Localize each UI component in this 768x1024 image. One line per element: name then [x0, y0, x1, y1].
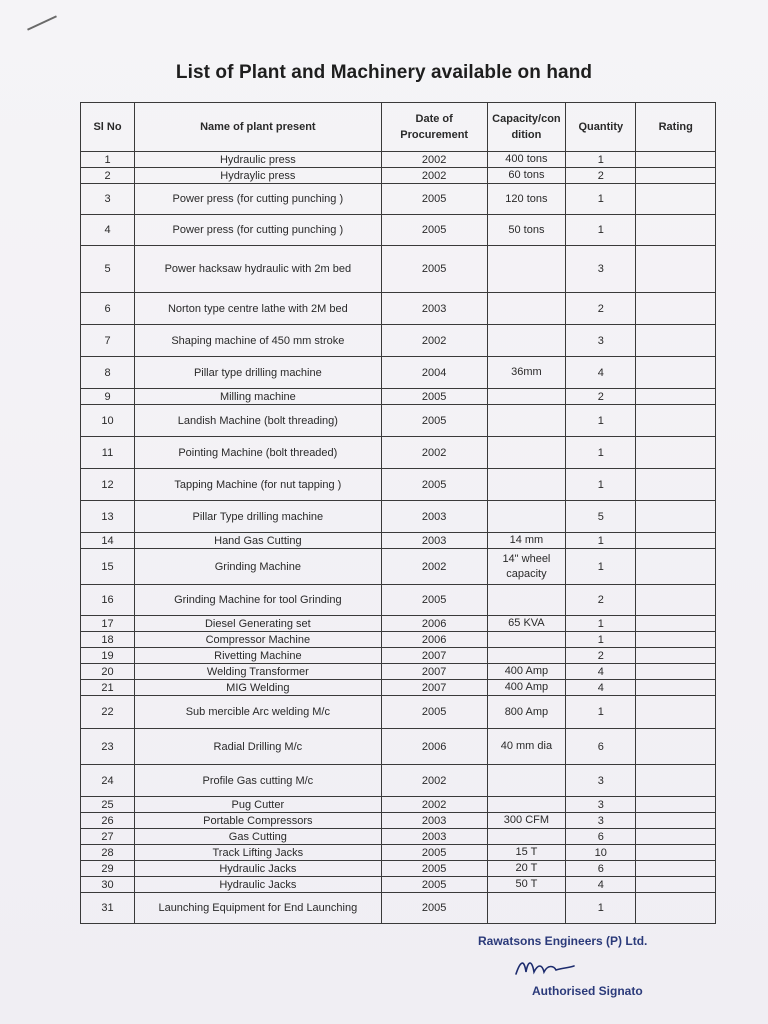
cell-rating [636, 184, 716, 215]
col-header-name: Name of plant present [135, 103, 382, 152]
cell-plant-name: Pillar Type drilling machine [135, 501, 382, 533]
cell-procurement-date: 2003 [381, 293, 487, 325]
table-row [81, 664, 716, 680]
cell-quantity: 2 [566, 648, 636, 664]
cell-quantity: 1 [566, 184, 636, 215]
cell-rating [636, 389, 716, 405]
table-row [81, 325, 716, 357]
authorised-signatory-label: Authorised Signato [532, 984, 643, 998]
cell-procurement-date: 2003 [381, 813, 487, 829]
cell-rating [636, 437, 716, 469]
table-row [81, 501, 716, 533]
cell-quantity: 3 [566, 797, 636, 813]
cell-sl-no: 19 [81, 648, 135, 664]
cell-sl-no: 15 [81, 549, 135, 585]
cell-sl-no: 4 [81, 215, 135, 246]
cell-quantity: 3 [566, 813, 636, 829]
cell-sl-no: 17 [81, 616, 135, 632]
table-row [81, 405, 716, 437]
cell-plant-name: Grinding Machine [135, 549, 382, 585]
cell-capacity: 50 tons [487, 215, 565, 246]
cell-capacity [487, 648, 565, 664]
cell-capacity: 60 tons [487, 168, 565, 184]
cell-sl-no: 23 [81, 729, 135, 765]
cell-plant-name: Sub mercible Arc welding M/c [135, 696, 382, 729]
cell-sl-no: 31 [81, 893, 135, 924]
cell-capacity [487, 797, 565, 813]
cell-quantity: 4 [566, 357, 636, 389]
cell-capacity: 400 tons [487, 152, 565, 168]
cell-procurement-date: 2002 [381, 549, 487, 585]
cell-procurement-date: 2006 [381, 632, 487, 648]
cell-procurement-date: 2005 [381, 389, 487, 405]
cell-plant-name: Hydraulic Jacks [135, 877, 382, 893]
cell-rating [636, 877, 716, 893]
cell-plant-name: Track Lifting Jacks [135, 845, 382, 861]
cell-plant-name: Grinding Machine for tool Grinding [135, 585, 382, 616]
table-row [81, 215, 716, 246]
cell-quantity: 1 [566, 549, 636, 585]
cell-capacity [487, 501, 565, 533]
cell-capacity: 14 mm [487, 533, 565, 549]
cell-plant-name: Launching Equipment for End Launching [135, 893, 382, 924]
machinery-table [80, 102, 716, 924]
cell-quantity: 4 [566, 680, 636, 696]
cell-plant-name: Profile Gas cutting M/c [135, 765, 382, 797]
cell-procurement-date: 2007 [381, 648, 487, 664]
cell-rating [636, 680, 716, 696]
cell-procurement-date: 2005 [381, 184, 487, 215]
cell-rating [636, 501, 716, 533]
cell-quantity: 6 [566, 861, 636, 877]
cell-plant-name: Hydraylic press [135, 168, 382, 184]
cell-quantity: 1 [566, 405, 636, 437]
table-row [81, 389, 716, 405]
cell-capacity [487, 632, 565, 648]
cell-procurement-date: 2007 [381, 664, 487, 680]
cell-capacity: 65 KVA [487, 616, 565, 632]
cell-quantity: 3 [566, 765, 636, 797]
cell-quantity: 1 [566, 632, 636, 648]
cell-quantity: 2 [566, 168, 636, 184]
cell-sl-no: 5 [81, 246, 135, 293]
col-header-quantity: Quantity [566, 103, 636, 152]
cell-sl-no: 25 [81, 797, 135, 813]
cell-plant-name: Diesel Generating set [135, 616, 382, 632]
cell-sl-no: 20 [81, 664, 135, 680]
cell-capacity [487, 293, 565, 325]
cell-capacity [487, 325, 565, 357]
cell-rating [636, 215, 716, 246]
cell-procurement-date: 2005 [381, 861, 487, 877]
cell-plant-name: Hydraulic press [135, 152, 382, 168]
cell-quantity: 5 [566, 501, 636, 533]
cell-plant-name: Shaping machine of 450 mm stroke [135, 325, 382, 357]
table-row [81, 877, 716, 893]
cell-plant-name: Power press (for cutting punching ) [135, 184, 382, 215]
table-row [81, 357, 716, 389]
cell-capacity [487, 585, 565, 616]
cell-rating [636, 405, 716, 437]
table-row [81, 829, 716, 845]
cell-sl-no: 10 [81, 405, 135, 437]
cell-plant-name: Pug Cutter [135, 797, 382, 813]
cell-plant-name: Power hacksaw hydraulic with 2m bed [135, 246, 382, 293]
cell-capacity [487, 246, 565, 293]
cell-rating [636, 293, 716, 325]
cell-sl-no: 26 [81, 813, 135, 829]
cell-rating [636, 845, 716, 861]
table-row [81, 696, 716, 729]
cell-plant-name: Rivetting Machine [135, 648, 382, 664]
cell-quantity: 1 [566, 469, 636, 501]
cell-sl-no: 7 [81, 325, 135, 357]
table-row [81, 246, 716, 293]
cell-sl-no: 11 [81, 437, 135, 469]
cell-plant-name: Portable Compressors [135, 813, 382, 829]
cell-capacity: 14" wheel capacity [487, 549, 565, 585]
cell-rating [636, 357, 716, 389]
cell-capacity [487, 469, 565, 501]
cell-quantity: 1 [566, 152, 636, 168]
table-row [81, 152, 716, 168]
table-row [81, 765, 716, 797]
cell-quantity: 1 [566, 533, 636, 549]
cell-rating [636, 533, 716, 549]
table-row [81, 585, 716, 616]
handwritten-signature [512, 952, 592, 982]
col-header-rating: Rating [636, 103, 716, 152]
cell-capacity: 400 Amp [487, 680, 565, 696]
cell-plant-name: Hand Gas Cutting [135, 533, 382, 549]
col-header-capacity: Capacity/con dition [487, 103, 565, 152]
table-row [81, 729, 716, 765]
cell-procurement-date: 2002 [381, 325, 487, 357]
cell-procurement-date: 2005 [381, 696, 487, 729]
cell-plant-name: Pillar type drilling machine [135, 357, 382, 389]
cell-procurement-date: 2002 [381, 437, 487, 469]
cell-capacity [487, 437, 565, 469]
cell-sl-no: 3 [81, 184, 135, 215]
table-row [81, 616, 716, 632]
table-row [81, 549, 716, 585]
cell-rating [636, 797, 716, 813]
cell-plant-name: Gas Cutting [135, 829, 382, 845]
table-row [81, 184, 716, 215]
cell-quantity: 1 [566, 437, 636, 469]
cell-capacity: 800 Amp [487, 696, 565, 729]
cell-sl-no: 6 [81, 293, 135, 325]
cell-sl-no: 30 [81, 877, 135, 893]
cell-rating [636, 696, 716, 729]
cell-procurement-date: 2005 [381, 469, 487, 501]
cell-capacity [487, 765, 565, 797]
cell-rating [636, 549, 716, 585]
cell-sl-no: 12 [81, 469, 135, 501]
cell-rating [636, 616, 716, 632]
table-row [81, 168, 716, 184]
cell-plant-name: Power press (for cutting punching ) [135, 215, 382, 246]
table-row [81, 632, 716, 648]
cell-procurement-date: 2003 [381, 501, 487, 533]
cell-procurement-date: 2006 [381, 729, 487, 765]
cell-rating [636, 861, 716, 877]
cell-rating [636, 893, 716, 924]
cell-capacity: 40 mm dia [487, 729, 565, 765]
cell-sl-no: 24 [81, 765, 135, 797]
cell-rating [636, 632, 716, 648]
cell-sl-no: 14 [81, 533, 135, 549]
pen-mark [27, 15, 57, 30]
cell-procurement-date: 2005 [381, 893, 487, 924]
cell-plant-name: Tapping Machine (for nut tapping ) [135, 469, 382, 501]
page-title: List of Plant and Machinery available on hand [175, 62, 593, 83]
cell-quantity: 6 [566, 829, 636, 845]
cell-procurement-date: 2002 [381, 152, 487, 168]
cell-rating [636, 168, 716, 184]
cell-capacity: 20 T [487, 861, 565, 877]
cell-rating [636, 729, 716, 765]
cell-plant-name: Norton type centre lathe with 2M bed [135, 293, 382, 325]
col-header-date: Date of Procurement [381, 103, 487, 152]
cell-quantity: 1 [566, 616, 636, 632]
cell-sl-no: 28 [81, 845, 135, 861]
table-row [81, 533, 716, 549]
cell-capacity: 15 T [487, 845, 565, 861]
cell-rating [636, 813, 716, 829]
cell-plant-name: Radial Drilling M/c [135, 729, 382, 765]
cell-sl-no: 18 [81, 632, 135, 648]
cell-sl-no: 29 [81, 861, 135, 877]
cell-quantity: 6 [566, 729, 636, 765]
cell-capacity [487, 893, 565, 924]
cell-capacity: 120 tons [487, 184, 565, 215]
cell-rating [636, 765, 716, 797]
table-row [81, 293, 716, 325]
cell-quantity: 1 [566, 215, 636, 246]
cell-rating [636, 246, 716, 293]
table-row [81, 680, 716, 696]
cell-capacity [487, 829, 565, 845]
cell-sl-no: 27 [81, 829, 135, 845]
cell-rating [636, 664, 716, 680]
table-row [81, 797, 716, 813]
cell-sl-no: 9 [81, 389, 135, 405]
cell-procurement-date: 2006 [381, 616, 487, 632]
cell-capacity: 36mm [487, 357, 565, 389]
table-row [81, 813, 716, 829]
cell-capacity: 400 Amp [487, 664, 565, 680]
cell-capacity: 50 T [487, 877, 565, 893]
cell-plant-name: MIG Welding [135, 680, 382, 696]
cell-plant-name: Milling machine [135, 389, 382, 405]
cell-procurement-date: 2005 [381, 215, 487, 246]
cell-sl-no: 2 [81, 168, 135, 184]
table-row [81, 845, 716, 861]
cell-quantity: 1 [566, 893, 636, 924]
company-name: Rawatsons Engineers (P) Ltd. [478, 934, 648, 948]
cell-quantity: 2 [566, 585, 636, 616]
cell-rating [636, 469, 716, 501]
cell-procurement-date: 2005 [381, 877, 487, 893]
cell-procurement-date: 2002 [381, 797, 487, 813]
table-row [81, 437, 716, 469]
cell-plant-name: Compressor Machine [135, 632, 382, 648]
table-row [81, 648, 716, 664]
col-header-sl-no: Sl No [81, 103, 135, 152]
cell-capacity [487, 389, 565, 405]
cell-procurement-date: 2004 [381, 357, 487, 389]
table-header-row [81, 103, 716, 152]
cell-quantity: 1 [566, 696, 636, 729]
cell-sl-no: 16 [81, 585, 135, 616]
cell-procurement-date: 2007 [381, 680, 487, 696]
cell-sl-no: 13 [81, 501, 135, 533]
cell-quantity: 4 [566, 877, 636, 893]
cell-plant-name: Pointing Machine (bolt threaded) [135, 437, 382, 469]
cell-sl-no: 1 [81, 152, 135, 168]
cell-plant-name: Welding Transformer [135, 664, 382, 680]
cell-quantity: 2 [566, 293, 636, 325]
cell-quantity: 2 [566, 389, 636, 405]
cell-procurement-date: 2005 [381, 405, 487, 437]
cell-sl-no: 22 [81, 696, 135, 729]
cell-quantity: 4 [566, 664, 636, 680]
cell-rating [636, 325, 716, 357]
cell-rating [636, 648, 716, 664]
cell-procurement-date: 2003 [381, 829, 487, 845]
cell-rating [636, 152, 716, 168]
cell-quantity: 3 [566, 325, 636, 357]
cell-quantity: 3 [566, 246, 636, 293]
cell-plant-name: Hydraulic Jacks [135, 861, 382, 877]
cell-procurement-date: 2002 [381, 765, 487, 797]
cell-procurement-date: 2002 [381, 168, 487, 184]
cell-procurement-date: 2005 [381, 845, 487, 861]
cell-procurement-date: 2005 [381, 246, 487, 293]
cell-sl-no: 21 [81, 680, 135, 696]
cell-procurement-date: 2003 [381, 533, 487, 549]
cell-plant-name: Landish Machine (bolt threading) [135, 405, 382, 437]
cell-rating [636, 585, 716, 616]
table-row [81, 469, 716, 501]
cell-capacity: 300 CFM [487, 813, 565, 829]
cell-procurement-date: 2005 [381, 585, 487, 616]
table-row [81, 893, 716, 924]
cell-sl-no: 8 [81, 357, 135, 389]
cell-rating [636, 829, 716, 845]
cell-capacity [487, 405, 565, 437]
table-row [81, 861, 716, 877]
cell-quantity: 10 [566, 845, 636, 861]
